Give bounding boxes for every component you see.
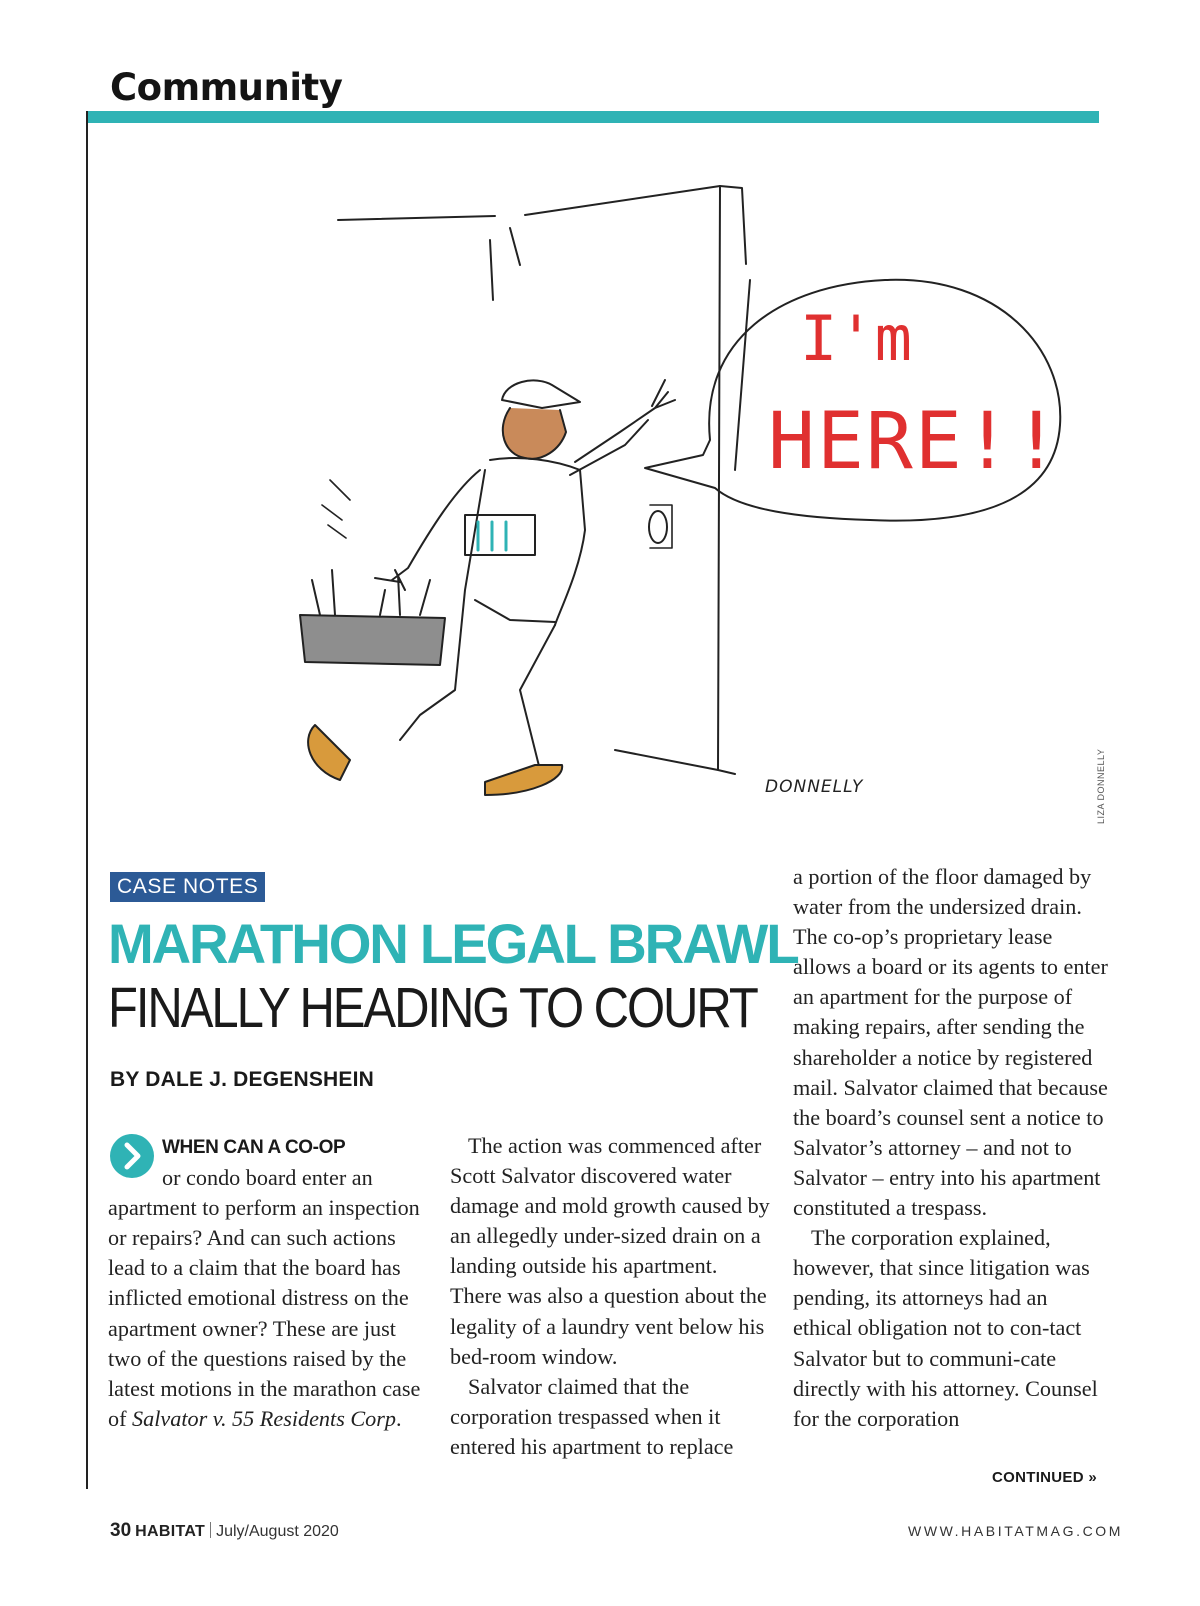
continued-link[interactable]: CONTINUED » <box>992 1469 1097 1486</box>
cap-icon <box>502 380 580 408</box>
byline: BY DALE J. DEGENSHEIN <box>110 1068 375 1091</box>
paragraph: The corporation explained, however, that since litigation was pending, its attorneys had an ethical obligation not to con-tact Salvator but to communi-cate directly with his attorney. Counsel for the corporation <box>793 1225 1098 1431</box>
article-column-1 <box>108 1131 428 1434</box>
article-column-3 <box>793 862 1108 1434</box>
shoe-icon <box>308 725 350 780</box>
issue-date: July/August 2020 <box>216 1523 339 1540</box>
kicker-label: CASE NOTES <box>110 872 265 902</box>
folio-divider <box>210 1522 211 1538</box>
section-title: Community <box>110 66 343 109</box>
headline-line-2: FINALLY HEADING TO COURT <box>108 976 757 1040</box>
cartoon-illustration <box>280 170 1080 820</box>
paragraph: a portion of the floor damaged by water from the undersized drain. The co-op’s proprietary lease allows a board or its agents to enter an apartment for the purpose of making repairs, after sending the shareholder a notice by registered mail. Salvator claimed that because the board’s counsel sent a notice to Salvator’s attorney – and not to Salvator – entry into his apartment constituted a trespass. <box>793 864 1108 1221</box>
paragraph: The action was commenced after Scott Salvator discovered water damage and mold growth caused by an allegedly under-sized drain on a landing outside his apartment. There was also a question about the legality of a laundry vent below his bed-room window. <box>450 1133 770 1369</box>
left-margin-rule <box>86 111 88 1489</box>
column-1-text: or condo board enter an apartment to perform an inspection or repairs? And can such actions lead to a claim that the board has inflicted emotional distress on the apartment owner? These are just two of the questions raised by the latest motions in the marathon case of <box>108 1165 421 1431</box>
page-number: 30 <box>110 1520 132 1541</box>
artist-signature: DONNELLY <box>765 777 864 797</box>
headline-line-1: MARATHON LEGAL BRAWL <box>108 912 798 975</box>
case-end: . <box>396 1405 402 1431</box>
lead-in: WHEN CAN A CO-OP <box>162 1137 346 1158</box>
toolbox-icon <box>300 615 445 665</box>
photo-credit: LIZA DONNELLY <box>1096 748 1106 824</box>
magazine-name: HABITAT <box>135 1523 206 1540</box>
article-column-2 <box>450 1131 770 1462</box>
case-name: Salvator v. 55 Residents Corp <box>132 1405 396 1431</box>
speech-text-2: HERE!! <box>768 397 1062 487</box>
doorknob-icon <box>649 511 667 543</box>
website-link[interactable]: WWW.HABITATMAG.COM <box>908 1523 1124 1539</box>
section-rule <box>86 111 1099 123</box>
footer-folio <box>110 1520 339 1542</box>
speech-text-1: I'm <box>800 302 912 375</box>
shoe-icon-2 <box>485 765 562 795</box>
door-icon <box>615 186 735 774</box>
paragraph: Salvator claimed that the corporation trespassed when it entered his apartment to replace <box>450 1373 734 1459</box>
